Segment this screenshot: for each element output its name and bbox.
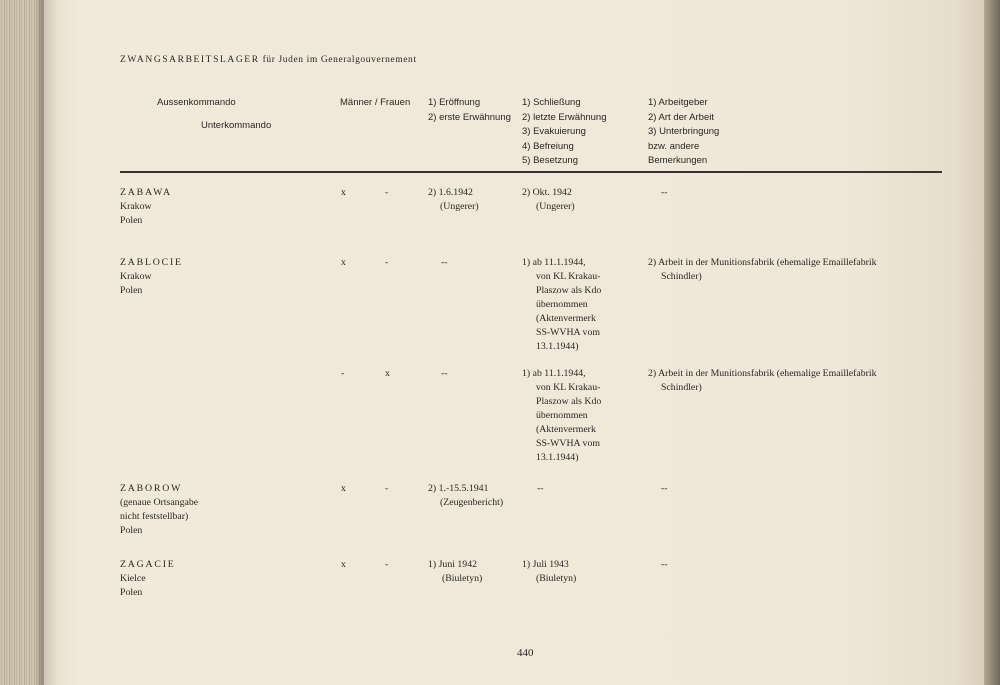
entry-remarks: --: [661, 559, 668, 570]
closing-line: 13.1.1944): [536, 452, 579, 463]
women-mark: -: [385, 187, 389, 198]
closing-line: (Biuletyn): [536, 573, 577, 584]
men-mark: x: [341, 483, 346, 494]
closing-line: von KL Krakau-: [536, 382, 601, 393]
closing-line: 2) Okt. 1942: [522, 187, 572, 198]
header-opening-line: 2) erste Erwähnung: [428, 111, 511, 123]
place-line: (genaue Ortsangabe: [120, 497, 199, 508]
header-closing-col: [522, 96, 607, 169]
book-page-stack-edge: [0, 0, 46, 685]
entry-place: [120, 482, 198, 538]
header-remarks-col: [648, 96, 719, 169]
closing-line: (Aktenvermerk: [536, 424, 596, 435]
remarks-line: 2) Arbeit in der Munitionsfabrik (ehemalige Emaillefabrik: [648, 257, 877, 268]
place-name: ZABOROW: [120, 483, 183, 494]
entry-closing: [522, 256, 601, 354]
opening-line: 1) Juni 1942: [428, 559, 477, 570]
women-mark: -: [385, 559, 389, 570]
title-caps: ZWANGSARBEITSLAGER: [120, 55, 260, 65]
entry-place: [120, 256, 183, 298]
men-mark: x: [341, 559, 346, 570]
entry-place: [120, 558, 176, 600]
opening-line: (Ungerer): [440, 201, 479, 212]
place-line: Polen: [120, 285, 143, 296]
header-closing-line: 3) Evakuierung: [522, 126, 586, 137]
remarks-line: 2) Arbeit in der Munitionsfabrik (ehemalige Emaillefabrik: [648, 368, 877, 379]
closing-line: 13.1.1944): [536, 341, 579, 352]
header-closing-line: 5) Besetzung: [522, 155, 578, 166]
place-name: ZABAWA: [120, 187, 172, 198]
closing-line: Plaszow als Kdo: [536, 396, 602, 407]
closing-line: Plaszow als Kdo: [536, 285, 602, 296]
women-mark: -: [385, 257, 389, 268]
women-mark: x: [385, 368, 390, 379]
place-line: Polen: [120, 215, 143, 226]
entry-opening: --: [441, 368, 448, 379]
header-opening-line: 1) Eröffnung: [428, 97, 481, 108]
header-opening-col: [428, 96, 511, 125]
closing-line: übernommen: [536, 299, 588, 310]
closing-line: (Ungerer): [536, 201, 575, 212]
closing-line: von KL Krakau-: [536, 271, 601, 282]
entry-remarks: [648, 367, 877, 395]
closing-line: 1) ab 11.1.1944,: [522, 368, 586, 379]
opening-line: 2) 1.6.1942: [428, 187, 473, 198]
header-closing-line: 1) Schließung: [522, 97, 581, 108]
entry-remarks: --: [661, 483, 668, 494]
closing-line: 1) Juli 1943: [522, 559, 569, 570]
entry-closing: [522, 558, 576, 586]
entry-opening: [428, 482, 503, 510]
men-mark: x: [341, 187, 346, 198]
remarks-line: Schindler): [661, 382, 702, 393]
entry-opening: [428, 186, 479, 214]
header-unterkommando: Unterkommando: [201, 120, 272, 131]
place-line: Krakow: [120, 201, 152, 212]
place-line: Polen: [120, 525, 143, 536]
entry-remarks: [648, 256, 877, 284]
entry-opening: [428, 558, 482, 586]
closing-line: SS-WVHA vom: [536, 327, 600, 338]
place-line: Krakow: [120, 271, 152, 282]
title-rest: für Juden im Generalgouvernement: [262, 55, 417, 65]
book-right-edge: [984, 0, 1000, 685]
opening-line: (Zeugenbericht): [440, 497, 504, 508]
entry-opening: --: [441, 257, 448, 268]
place-name: ZAGACIE: [120, 559, 176, 570]
header-remarks-line: 3) Unterbringung: [648, 126, 720, 137]
header-remarks-line: 1) Arbeitgeber: [648, 97, 708, 108]
header-closing-line: 4) Befreiung: [522, 140, 574, 152]
closing-line: 1) ab 11.1.1944,: [522, 257, 586, 268]
place-line: Kielce: [120, 573, 146, 584]
page-title: [120, 55, 417, 65]
entry-closing: --: [537, 483, 544, 494]
entry-closing: [522, 186, 575, 214]
men-mark: -: [341, 368, 345, 379]
header-aussenkommando: Aussenkommando: [157, 97, 236, 108]
closing-line: übernommen: [536, 410, 588, 421]
place-line: nicht feststellbar): [120, 511, 189, 522]
closing-line: SS-WVHA vom: [536, 438, 600, 449]
place-name: ZABLOCIE: [120, 257, 183, 268]
header-remarks-line: bzw. andere: [648, 140, 700, 152]
header-divider: [120, 171, 942, 173]
header-remarks-line: Bemerkungen: [648, 155, 708, 166]
opening-line: (Biuletyn): [442, 573, 483, 584]
header-closing-line: 2) letzte Erwähnung: [522, 111, 607, 123]
entry-closing: [522, 367, 601, 465]
opening-line: 2) 1.-15.5.1941: [428, 483, 489, 494]
women-mark: -: [385, 483, 389, 494]
header-men-women: Männer / Frauen: [340, 97, 411, 108]
closing-line: (Aktenvermerk: [536, 313, 596, 324]
remarks-line: Schindler): [661, 271, 702, 282]
entry-place: [120, 186, 172, 228]
men-mark: x: [341, 257, 346, 268]
header-remarks-line: 2) Art der Arbeit: [648, 111, 715, 123]
place-line: Polen: [120, 587, 143, 598]
page-number: 440: [517, 647, 534, 659]
entry-remarks: --: [661, 187, 668, 198]
